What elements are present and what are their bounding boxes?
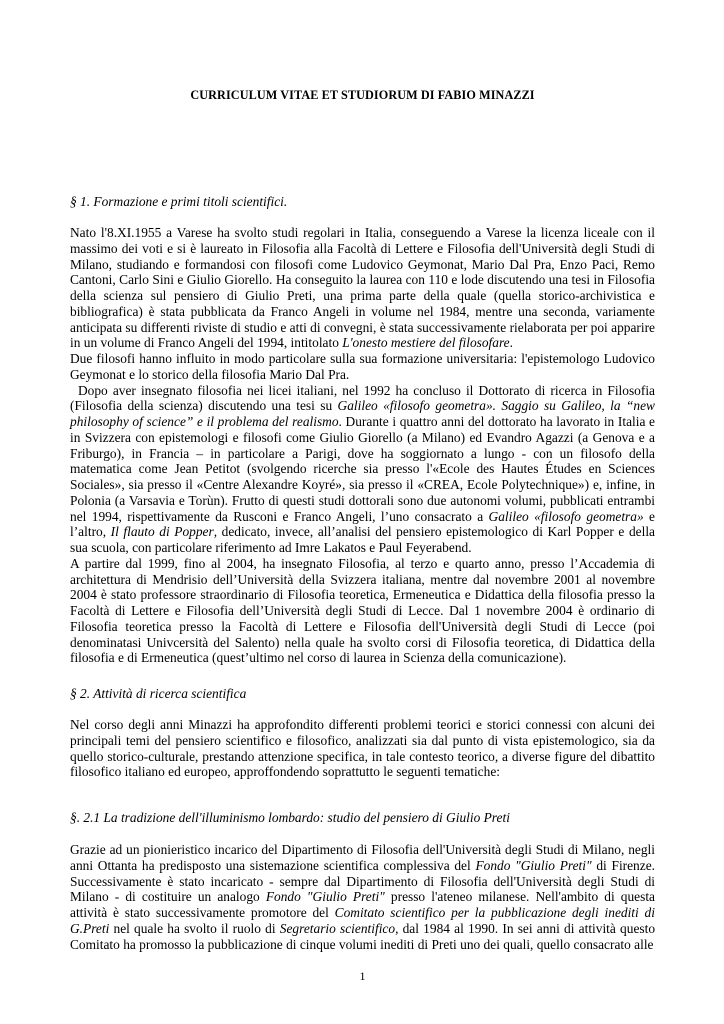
section-2-body bbox=[70, 717, 655, 780]
section-2-1-heading: §. 2.1 La tradizione dell'illuminismo lombardo: studio del pensiero di Giulio Preti bbox=[70, 810, 510, 825]
section-2-paragraph-1: Nel corso degli anni Minazzi ha approfondito differenti problemi teorici e storici connessi con alcuni dei principali temi del pensiero scientifico e filosofico, analizzati sia dal punto di vista epistemologico, sia da quello storico-culturale, prestando attenzione specifica, in tale contesto teorico, a diverse figure del dibattito filosofico italiano ed europeo, approffondendo soprattutto le seguenti tematiche: bbox=[70, 717, 655, 780]
section-1-paragraph-4: A partire dal 1999, fino al 2004, ha insegnato Filosofia, al terzo e quarto anno, presso l’Accademia di architettura di Mendrisio dell’Università della Svizzera italiana, mentre dal novembre 2001 al novembre 2004 è stato professore straordinario di Filosofia teoretica, Ermeneutica e Didattica della filosofia presso la Facoltà di Lettere e Filosofia dell’Università degli Studi di Lecce. Dal 1 novembre 2004 è ordinario di Filosofia teoretica presso la Facoltà di Lettere e Filosofia dell'Università degli Studi di Lecce (poi denominatasi Univcersità del Salento) nella quale ha svolto corsi di Filosofia teoretica, di Didattica della filosofia e di Ermeneutica (quest’ultimo nel corso di laurea in Scienza della comunicazione). bbox=[70, 555, 655, 666]
section-2-heading: § 2. Attività di ricerca scientifica bbox=[70, 686, 247, 701]
section-1-body bbox=[70, 225, 655, 666]
section-1-heading: § 1. Formazione e primi titoli scientifici. bbox=[70, 194, 288, 209]
section-2-1-body bbox=[70, 842, 655, 952]
document-page bbox=[70, 0, 655, 1024]
section-1-paragraph-2: Due filosofi hanno influito in modo particolare sulla sua formazione universitaria: l'epistemologo Ludovico Geymonat e lo storico della filosofia Mario Dal Pra. bbox=[70, 351, 655, 382]
section-2-1-paragraph-1: Grazie ad un pionieristico incarico del Dipartimento di Filosofia dell'Università degli Studi di Milano, negli anni Ottanta ha predisposto una sistemazione scientifica complessiva del Fondo "Giulio Preti" di Firenze. Successivamente è stato incaricato - sempre dal Dipartimento di Filosofia dell'Università degli Studi di Milano - di costituire un analogo Fondo "Giulio Preti" presso l'ateneo milanese. Nell'ambito di questa attività è stato successivamente promotore del Comitato scientifico per la pubblicazione degli inediti di G.Preti nel quale ha svolto il ruolo di Segretario scientifico, dal 1984 al 1990. In sei anni di attività questo Comitato ha promosso la pubblicazione di cinque volumi inediti di Preti uno dei quali, quello consacrato alle bbox=[70, 842, 656, 952]
document-title: CURRICULUM VITAE ET STUDIORUM DI FABIO MINAZZI bbox=[190, 88, 535, 102]
page-number: 1 bbox=[359, 969, 366, 983]
section-1-paragraph-3: Dopo aver insegnato filosofia nei licei italiani, nel 1992 ha concluso il Dottorato di ricerca in Filosofia (Filosofia della scienza) discutendo una tesi su Galileo «filosofo geometra». Saggio su Galileo, la “new philosophy of science” e il problema del realismo. Durante i quattro anni del dottorato ha lavorato in Italia e in Svizzera con epistemologi e filosofi come Giulio Giorello (a Milano) ed Evandro Agazzi (a Genova e a Friburgo), in Francia – in particolare a Parigi, dove ha soggiornato a lungo - con un filosofo della matematica come Jean Petitot (svolgendo ricerche sia presso l'«Ecole des Hautes Études en Sciences Sociales», sia presso il «Centre Alexandre Koyré», sia presso il «CREA, Ecole Polytechnique») e, infine, in Polonia (a Varsavia e Torùn). Frutto di questi studi dottorali sono due autonomi volumi, pubblicati entrambi nel 1994, rispettivamente da Rusconi e Franco Angeli, l’uno consacrato a Galileo «filosofo geometra» e l’altro, Il flauto di Popper, dedicato, invece, all’analisi del pensiero epistemologico di Karl Popper e della sua scuola, con particolare riferimento ad Imre Lakatos e Paul Feyerabend. bbox=[70, 382, 655, 555]
section-1-paragraph-1: Nato l'8.XI.1955 a Varese ha svolto studi regolari in Italia, conseguendo a Varese la licenza liceale con il massimo dei voti e si è laureato in Filosofia alla Facoltà di Lettere e Filosofia dell'Università degli Studi di Milano, studiando e formandosi con filosofi come Ludovico Geymonat, Mario Dal Pra, Enzo Paci, Remo Cantoni, Carlo Sini e Giulio Giorello. Ha conseguito la laurea con 110 e lode discutendo una tesi in Filosofia della scienza sul pensiero di Giulio Preti, una prima parte della quale (quella storico-archivistica e bibliografica) è stata pubblicata da Franco Angeli in volume nel 1984, mentre una seconda, variamente anticipata su differenti riviste di studio e atti di convegni, è stata successivamente rielaborata per poi apparire in un volume di Franco Angeli del 1994, intitolato L'onesto mestiere del filosofare. bbox=[70, 225, 655, 351]
